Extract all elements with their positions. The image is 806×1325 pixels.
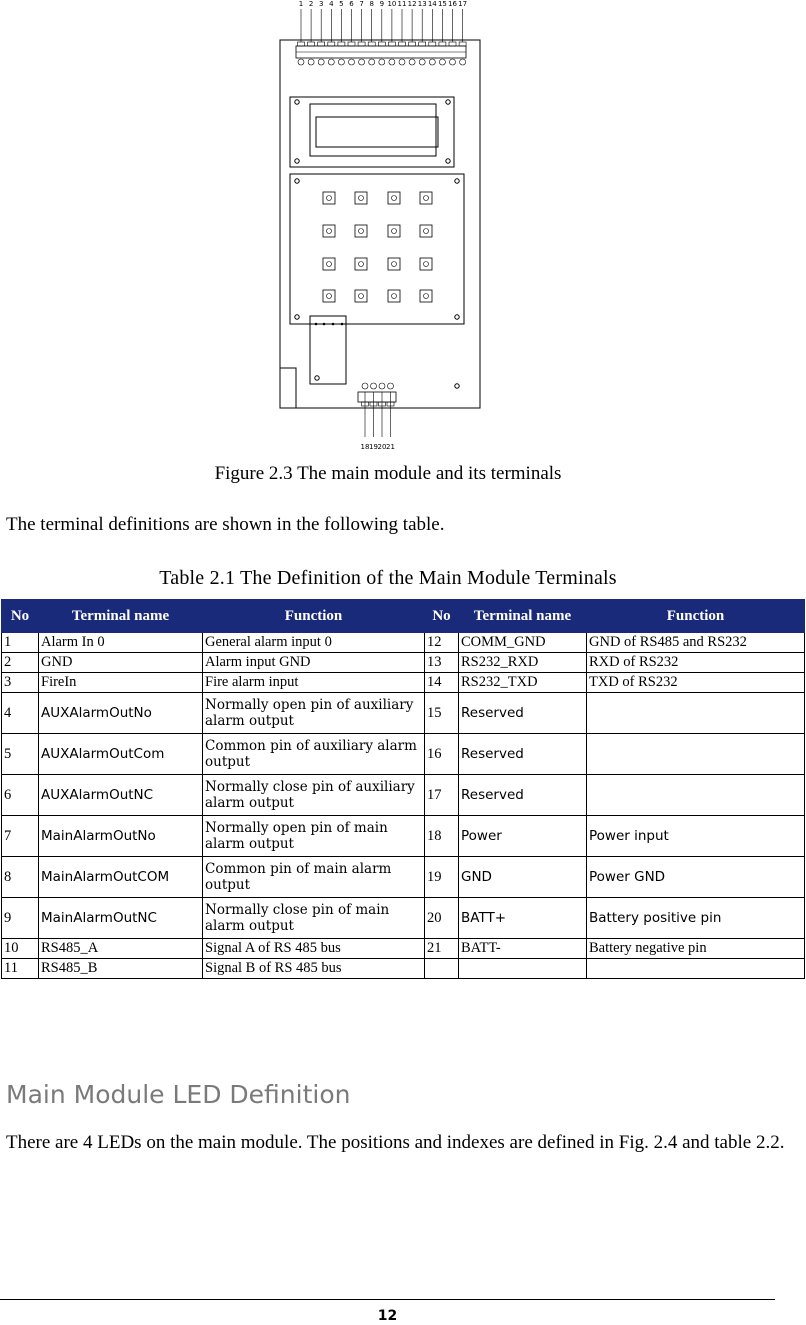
table-cell: RS232_RXD (459, 653, 587, 673)
table-cell: RXD of RS232 (587, 653, 805, 673)
terminal-label: 2 (308, 0, 314, 8)
table-row (2, 653, 805, 673)
table-cell (587, 734, 805, 775)
terminal-label: 11 (397, 0, 407, 8)
table-cell: MainAlarmOutNo (39, 816, 203, 857)
footer-divider (0, 1299, 775, 1300)
table-cell: 1 (2, 633, 39, 653)
header-terminal-name-2: Terminal name (459, 600, 587, 633)
table-cell: GND (39, 653, 203, 673)
table-cell: Common pin of main alarm output (203, 857, 425, 898)
section-heading: Main Module LED Definition (6, 1080, 351, 1109)
table-cell: Battery positive pin (587, 898, 805, 939)
header-no: No (2, 600, 39, 633)
table-cell: Normally open pin of auxiliary alarm output (203, 693, 425, 734)
table-cell: Normally close pin of auxiliary alarm output (203, 775, 425, 816)
table-cell: BATT+ (459, 898, 587, 939)
table-cell: 15 (425, 693, 459, 734)
table-cell: RS232_TXD (459, 673, 587, 693)
keypad-key (420, 225, 432, 237)
table-cell (425, 959, 459, 979)
header-function: Function (203, 600, 425, 633)
table-cell: RS485_B (39, 959, 203, 979)
main-module-diagram (270, 0, 490, 455)
table-row (2, 673, 805, 693)
table-cell: 7 (2, 816, 39, 857)
table-row (2, 693, 805, 734)
table-cell: Fire alarm input (203, 673, 425, 693)
terminal-label: 3 (318, 0, 324, 8)
keypad-key (388, 258, 400, 270)
terminal-definition-table (1, 599, 805, 979)
table-cell: 11 (2, 959, 39, 979)
header-terminal-name: Terminal name (39, 600, 203, 633)
terminal-label: 7 (359, 0, 364, 8)
terminal-label: 16 (448, 0, 457, 8)
terminal-label: 17 (458, 0, 468, 8)
table-cell: COMM_GND (459, 633, 587, 653)
table-cell: TXD of RS232 (587, 673, 805, 693)
table-cell: BATT- (459, 939, 587, 959)
table-cell: 9 (2, 898, 39, 939)
table-cell: 14 (425, 673, 459, 693)
table-cell: Normally open pin of main alarm output (203, 816, 425, 857)
table-cell: 16 (425, 734, 459, 775)
table-cell: Normally close pin of main alarm output (203, 898, 425, 939)
table-cell: 18 (425, 816, 459, 857)
terminal-label: 4 (329, 0, 334, 8)
table-cell: 4 (2, 693, 39, 734)
table-cell: 3 (2, 673, 39, 693)
table-cell: Battery negative pin (587, 939, 805, 959)
table-cell: 12 (425, 633, 459, 653)
table-row (2, 816, 805, 857)
intro-paragraph: The terminal definitions are shown in the following table. (6, 514, 445, 535)
table-cell: General alarm input 0 (203, 633, 425, 653)
table-cell (587, 959, 805, 979)
table-cell (587, 693, 805, 734)
table-cell: Signal A of RS 485 bus (203, 939, 425, 959)
terminal-label: 21 (386, 443, 395, 451)
table-cell: Reserved (459, 734, 587, 775)
table-cell: Power input (587, 816, 805, 857)
header-function-2: Function (587, 600, 805, 633)
table-cell: Reserved (459, 775, 587, 816)
table-row (2, 939, 805, 959)
keypad-key (420, 290, 432, 302)
table-row (2, 775, 805, 816)
table-cell: 19 (425, 857, 459, 898)
table-cell: 20 (425, 898, 459, 939)
keypad-key (355, 225, 367, 237)
keypad-key (323, 290, 335, 302)
table-cell (587, 775, 805, 816)
terminal-label: 13 (417, 0, 427, 8)
table-cell: MainAlarmOutNC (39, 898, 203, 939)
table-cell: MainAlarmOutCOM (39, 857, 203, 898)
keypad-key (388, 192, 400, 204)
table-cell: AUXAlarmOutNC (39, 775, 203, 816)
terminal-label: 5 (339, 0, 344, 8)
terminal-label: 10 (387, 0, 397, 8)
table-cell: GND (459, 857, 587, 898)
table-cell: Power GND (587, 857, 805, 898)
table-cell: RS485_A (39, 939, 203, 959)
header-no-2: No (425, 600, 459, 633)
terminal-label: 9 (379, 0, 385, 8)
table-cell: 13 (425, 653, 459, 673)
table-header-row (2, 600, 805, 633)
table-cell: Alarm In 0 (39, 633, 203, 653)
table-cell: Power (459, 816, 587, 857)
table-cell: GND of RS485 and RS232 (587, 633, 805, 653)
table-cell (459, 959, 587, 979)
terminal-label: 8 (369, 0, 374, 8)
keypad-key (355, 290, 367, 302)
keypad-key (388, 225, 400, 237)
table-row (2, 633, 805, 653)
terminal-label: 1 (298, 0, 304, 8)
table-cell: 17 (425, 775, 459, 816)
keypad-key (323, 192, 335, 204)
table-caption: Table 2.1 The Definition of the Main Module Terminals (159, 567, 617, 589)
keypad-key (323, 225, 335, 237)
table-cell: Reserved (459, 693, 587, 734)
terminal-label: 18 (360, 443, 370, 451)
table-cell: Alarm input GND (203, 653, 425, 673)
table-cell: 2 (2, 653, 39, 673)
table-row (2, 898, 805, 939)
terminal-label: 20 (377, 443, 387, 451)
terminal-label: 12 (407, 0, 417, 8)
table-row (2, 959, 805, 979)
terminal-label: 6 (349, 0, 354, 8)
table-cell: AUXAlarmOutNo (39, 693, 203, 734)
table-cell: 8 (2, 857, 39, 898)
keypad-key (323, 258, 335, 270)
table-cell: Common pin of auxiliary alarm output (203, 734, 425, 775)
table-row (2, 857, 805, 898)
table-cell: Signal B of RS 485 bus (203, 959, 425, 979)
terminal-label: 14 (427, 0, 437, 8)
led-paragraph: There are 4 LEDs on the main module. The positions and indexes are defined in Fig. 2.4 and table 2.2. (6, 1132, 785, 1153)
keypad-key (355, 258, 367, 270)
table-cell: 5 (2, 734, 39, 775)
terminal-label: 15 (437, 0, 447, 8)
page-number: 12 (377, 1308, 398, 1324)
figure-caption: Figure 2.3 The main module and its terminals (214, 463, 562, 484)
keypad-key (420, 192, 432, 204)
terminal-label: 19 (369, 443, 378, 451)
table-cell: AUXAlarmOutCom (39, 734, 203, 775)
keypad-key (355, 192, 367, 204)
table-cell: 21 (425, 939, 459, 959)
table-row (2, 734, 805, 775)
table-cell: FireIn (39, 673, 203, 693)
table-cell: 6 (2, 775, 39, 816)
keypad-key (388, 290, 400, 302)
keypad-key (420, 258, 432, 270)
table-cell: 10 (2, 939, 39, 959)
